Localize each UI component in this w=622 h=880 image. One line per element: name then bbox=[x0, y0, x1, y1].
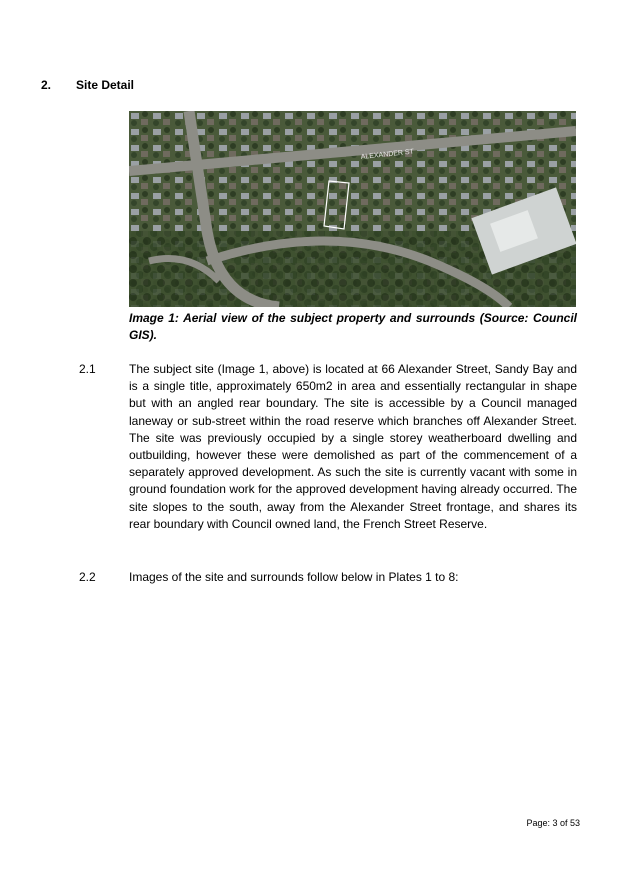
page-number: Page: 3 of 53 bbox=[526, 818, 580, 828]
section-number: 2. bbox=[41, 78, 52, 92]
paragraph-number: 2.1 bbox=[79, 362, 96, 376]
section-title: Site Detail bbox=[76, 78, 135, 92]
aerial-street-label: ALEXANDER ST bbox=[360, 148, 415, 161]
aerial-photo bbox=[129, 111, 576, 307]
paragraph-number: 2.2 bbox=[79, 570, 96, 584]
paragraph-text: Images of the site and surrounds follow below in Plates 1 to 8: bbox=[129, 570, 459, 584]
figure-caption: Image 1: Aerial view of the subject property and surrounds (Source: Council GIS). bbox=[129, 311, 577, 342]
paragraph-text: The subject site (Image 1, above) is located at 66 Alexander Street, Sandy Bay and is a single title, approximately 650m2 in area and essentially rectangular in shape but with an angled rear boundary. The site is accessible by a Council managed laneway or sub-street within the road reserve which branches off Alexander Street. The site was previously occupied by a single storey weatherboard dwelling and outbuilding, however these were demolished as part of the commencement of a separately approved development. As such the site is currently vacant with some in ground foundation work for the approved development having already occurred. The site slopes to the south, away from the Alexander Street frontage, and shares its rear boundary with Council owned land, the French Street Reserve. bbox=[129, 362, 577, 531]
